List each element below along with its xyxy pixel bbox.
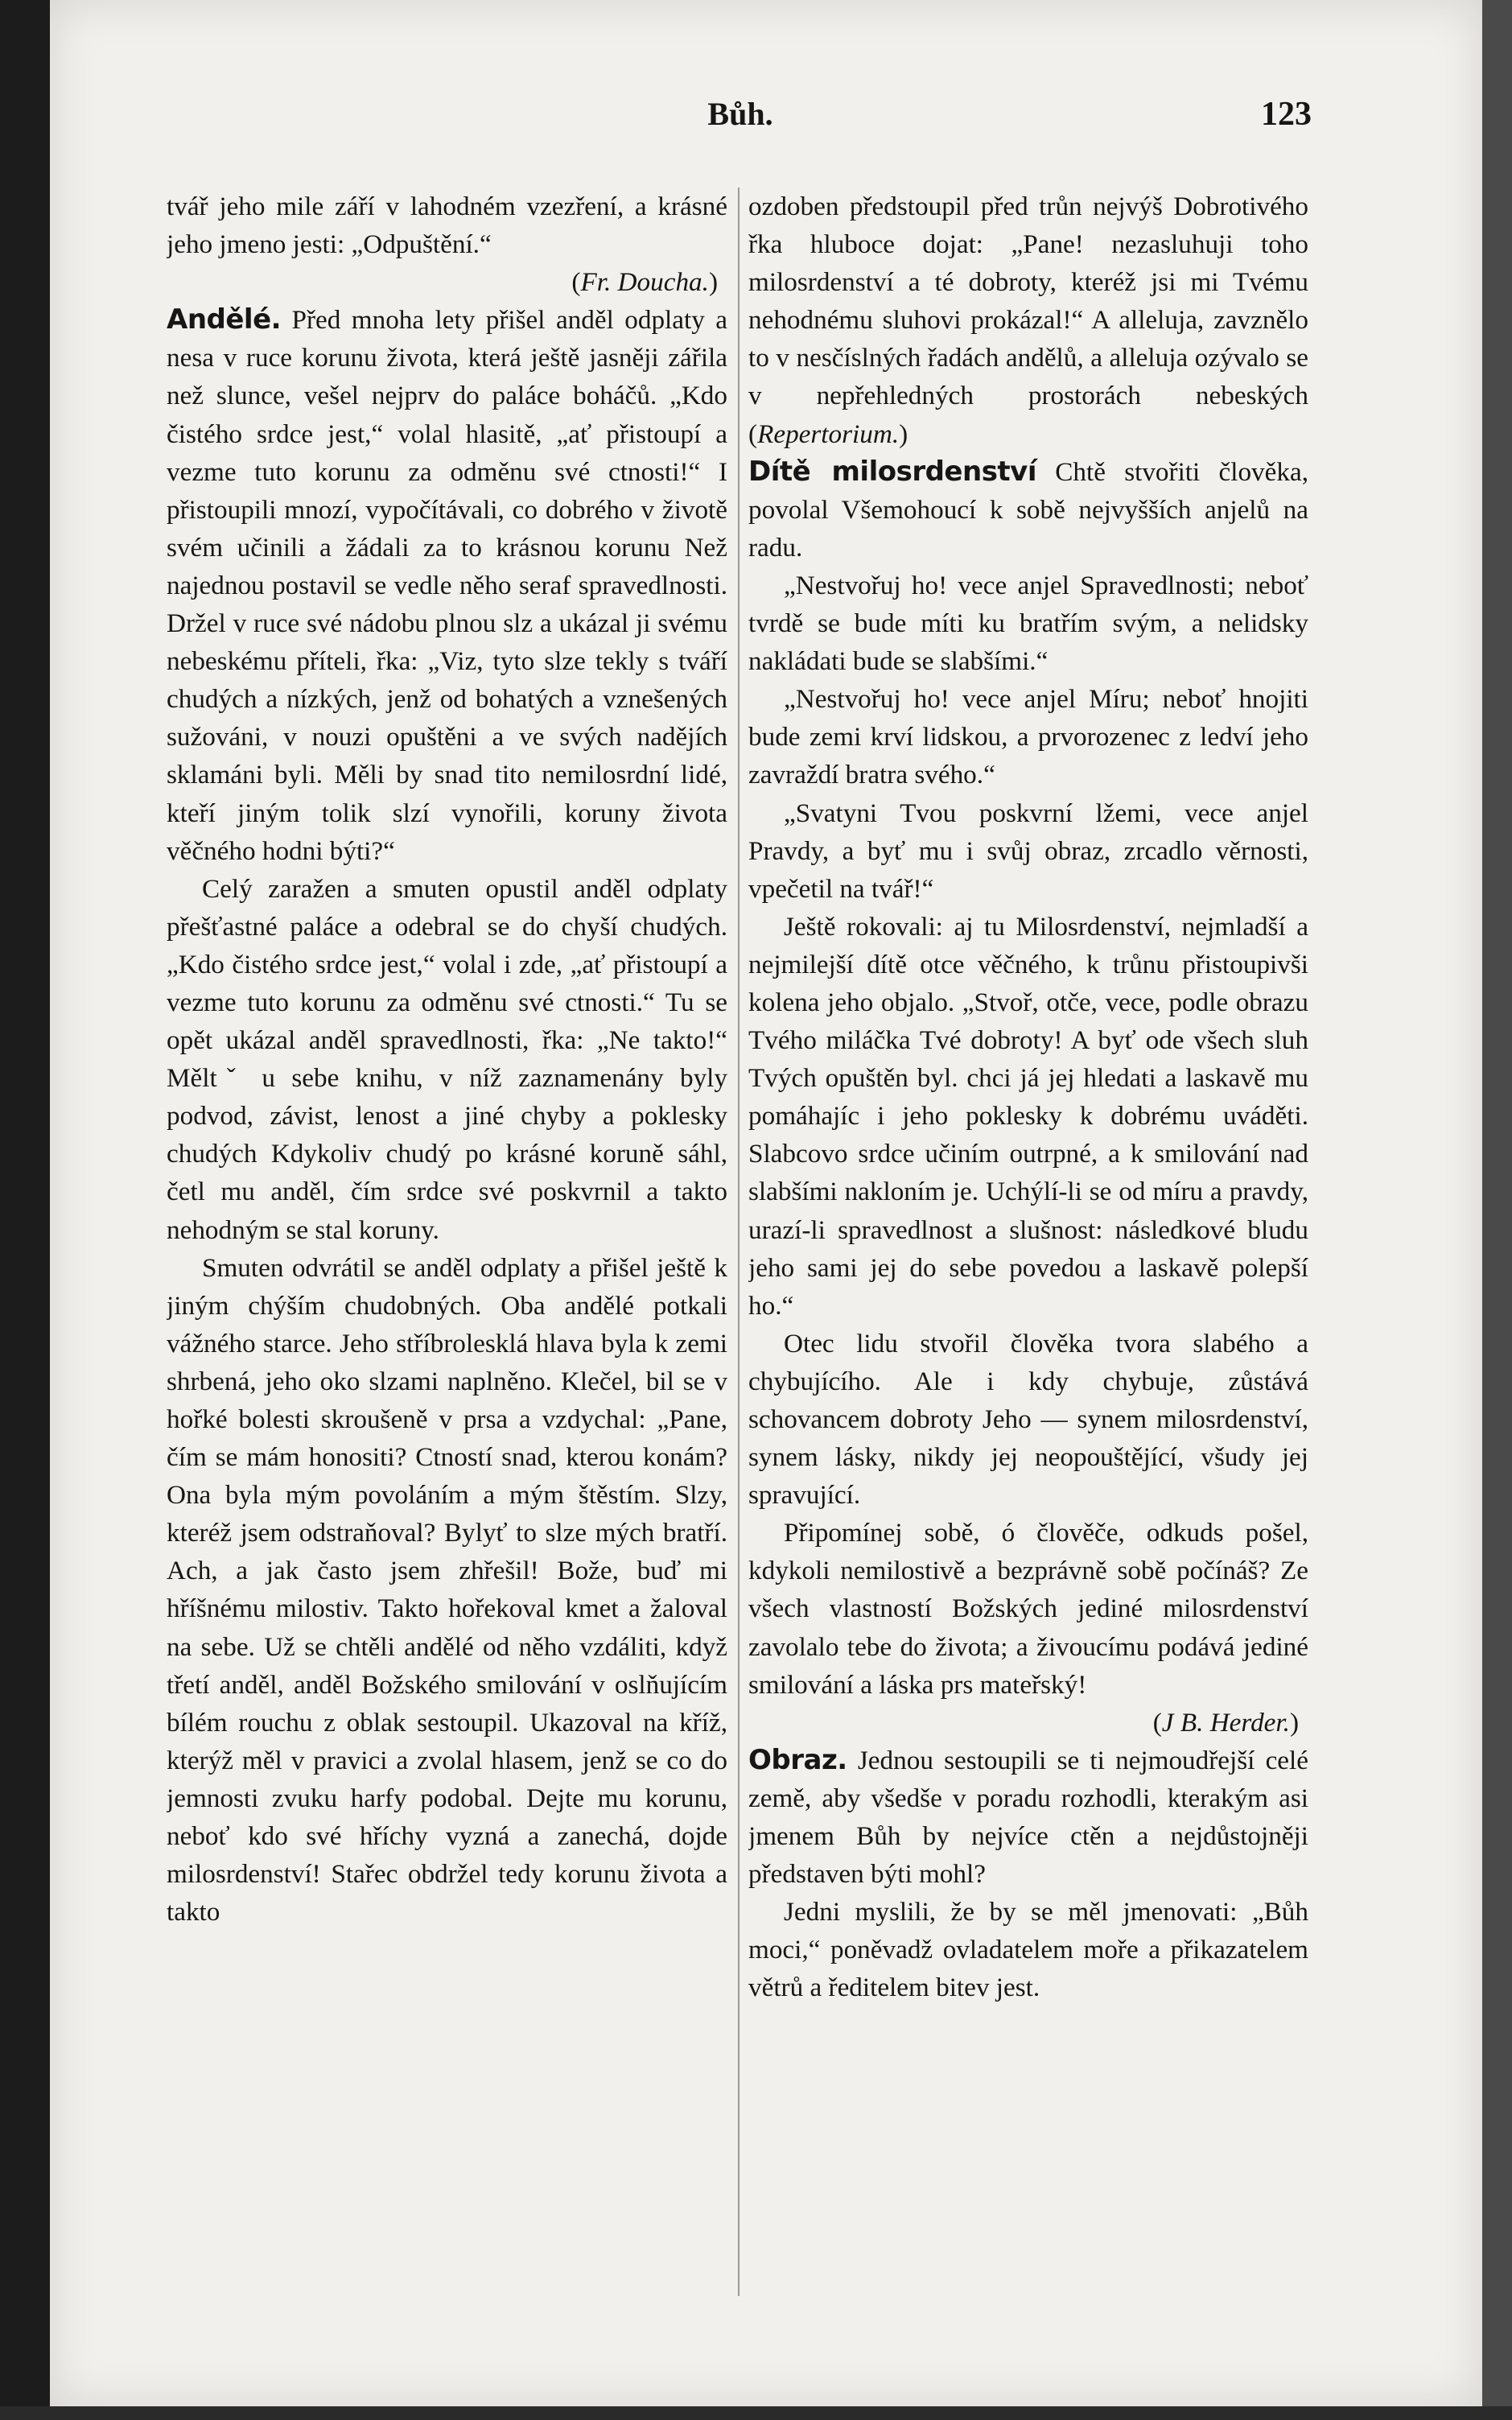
paragraph: Připomínej sobě, ó člověče, odkuds pošel, kdykoli nemilostivě a bezprávně sobě počínáš? Ze všech vlastností Božských jediné milosrdenství zavolalo tebe do života; a živoucímu podává jediné smilování a láska prs mateřský! xyxy=(748,1518,1308,1700)
attribution-close: ) xyxy=(708,267,718,298)
section-text: Chtě stvořiti člověka, povolal Všemohoucí k sobě nejvyšších anjelů na radu. xyxy=(748,456,1308,563)
attribution-name: Fr. Doucha. xyxy=(580,267,709,298)
right-column xyxy=(748,188,1308,2328)
paragraph: „Nestvořuj ho! vece anjel Spravedlnosti; neboť tvrdě se bude míti ku bratřím svým, a nelidsky nakládati bude se slabšími.“ xyxy=(748,570,1308,677)
running-head: Bůh. xyxy=(707,96,773,132)
page-number: 123 xyxy=(1261,96,1312,133)
section-text: Před mnoha lety přišel anděl odplaty a nesa v ruce korunu života, která ještě jasněji zářila než slunce, vešel nejprv do paláce boháčů. „Kdo čistého srdce jest,“ volal hlasitě, „ať přistoupí a vezme tuto korunu za odměnu své ctnosti!“ I přistoupili mnozí, vypočítávali, co dobrého v životě svém učinili a žádali za to krásnou korunu Než najednou postavil se vedle něho seraf spravedlnosti. Držel v ruce své nádobu plnou slz a ukázal ji svému nebeskému příteli, řka: „Viz, tyto slze tekly s tváří chudých a nízkých, jenž od bohatých a vznešených sužováni, v nouzi opuštěni a ve svých nadějích sklamáni byli. Měli by snad tito nemilosrdní lidé, kteří jiným tolik slzí vynořili, koruny života věčného hodni býti?“ xyxy=(167,305,727,866)
paragraph-text: tvář jeho mile září v lahodném vzezření, a krásné jeho jmeno jesti: „Odpuštění.“ xyxy=(167,192,727,260)
paragraph xyxy=(167,188,727,263)
paragraph: Smuten odvrátil se anděl odplaty a přišel ještě k jiným chýším chudobných. Oba andělé potkali vážného starce. Jeho stříbrolesklá hlava byla k zemi shrbená, jeho oko slzami naplněno. Klečel, bil se v hořké bolesti skroušeně v prsa a vzdychal: „Pane, čím se mám honositi? Ctností snad, kterou konám? Ona byla mým povoláním a mým štěstím. Slzy, kteréž jsem odstraňoval? Bylyť to slze mých bratří. Ach, a jak často jsem zhřešil! Bože, buď mi hříšnému milostiv. Takto hořekoval kmet a žaloval na sebe. Už se chtěli andělé od něho vzdáliti, když třetí anděl, anděl Božského smilování v oslňujícím bílém rouchu z oblak sestoupil. Ukazoval na kříž, kterýž měl v pravici a zvolal hlasem, jenž se co do jemnosti zvuku harfy podobal. Dejte mu korunu, neboť kdo své hříchy vyzná a zanechá, dojde milosrdenství! Stařec obdržel tedy korunu života a takto xyxy=(167,1252,727,1927)
attribution-close: ) xyxy=(1289,1707,1299,1738)
attribution-close: ) xyxy=(899,418,908,449)
attribution xyxy=(748,1704,1308,1742)
paragraph: Otec lidu stvořil člověka tvora slabého a chybujícího. Ale i kdy chybuje, zůstává schovancem dobroty Jeho — synem milosrdenství, synem lásky, nikdy jej neopouštějící, všudy jej spravující. xyxy=(748,1328,1308,1511)
section-heading: Dítě milosrdenství xyxy=(748,455,1036,488)
attribution-name: Repertorium. xyxy=(757,418,900,449)
section-heading: Obraz. xyxy=(748,1743,847,1776)
paragraph: „Nestvořuj ho! vece anjel Míru; neboť hnojiti bude zemi krví lidskou, a prvorozenec z ledví jeho zavraždí bratra svého.“ xyxy=(748,684,1308,790)
attribution xyxy=(167,263,727,301)
section-dite xyxy=(748,453,1308,567)
section-text: Jednou sestoupili se ti nejmoudřejší celé země, aby všedše v poradu rozhodli, kterakým asi jmenem Bůh by nejvíce ctěn a nejdůstojněji představen býti mohl? xyxy=(748,1745,1308,1890)
page-header xyxy=(169,95,1312,143)
attribution-open: ( xyxy=(571,267,581,298)
paragraph xyxy=(748,188,1308,453)
scan-left-edge xyxy=(0,0,50,2420)
section-andele xyxy=(167,301,727,869)
attribution-name: J B. Herder. xyxy=(1161,1707,1290,1738)
section-heading: Andělé. xyxy=(167,303,282,336)
column-divider xyxy=(738,188,740,2296)
section-obraz xyxy=(748,1742,1308,1893)
paragraph: Ještě rokovali: aj tu Milosrdenství, nejmladší a nejmilejší dítě otce věčného, k trůnu přistoupivši kolena jeho objalo. „Stvoř, otče, vece, podle obrazu Tvého miláčka Tvé dobroty! A byť ode všech sluh Tvých opuštěn byl. chci já jej hledati a laskavě mu pomáhajíc i jeho poklesky k dobrému uváděti. Slabcovo srdce učiním outrpné, a k smilování nad slabšími nakloním je. Uchýlí-li se od míru a pravdy, urazí-li spravedlnost a slušnost: následkové bludu jeho sami jej do sebe povedou a laskavě polepší ho.“ xyxy=(748,911,1308,1321)
left-column xyxy=(167,188,727,2328)
paragraph: Celý zaražen a smuten opustil anděl odplaty přešťastné paláce a odebral se do chyší chudých. „Kdo čistého srdce jest,“ volal i zde, „ať přistoupí a vezme tuto korunu za odměnu své ctnosti.“ Tu se opět ukázal anděl spravedlnosti, řka: „Ne takto!“ Měltˇ u sebe knihu, v níž zaznamenány byly podvod, závist, lenost a jiné chyby a poklesky chudých Kdykoliv chudý po krásné koruně sáhl, četl mu anděl, čím srdce své poskvrnil a takto nehodným se stal koruny. xyxy=(167,873,727,1245)
attribution-open: ( xyxy=(748,418,758,449)
paragraph: „Svatyni Tvou poskvrní lžemi, vece anjel Pravdy, a byť mu i svůj obraz, zrcadlo věrnosti, vpečetil na tvář!“ xyxy=(748,798,1308,904)
paragraph: Jedni myslili, že by se měl jmenovati: „Bůh moci,“ poněvadž ovladatelem moře a přikazatelem větrů a ředitelem bitev jest. xyxy=(748,1897,1308,2003)
attribution-open: ( xyxy=(1152,1707,1162,1738)
scan-right-edge xyxy=(1482,0,1512,2420)
paragraph-text: ozdoben předstoupil před trůn nejvýš Dobrotivého řka hluboce dojat: „Pane! nezasluhuji toho milosrdenství a té dobroty, kteréž jsi mi Tvému nehodnému sluhovi prokázal!“ A alleluja, zavznělo to v nesčíslných řadách andělů, a alleluja ozývalo se v nepřehledných prostorách nebeských xyxy=(748,192,1308,411)
scan-bottom-edge xyxy=(0,2406,1512,2420)
